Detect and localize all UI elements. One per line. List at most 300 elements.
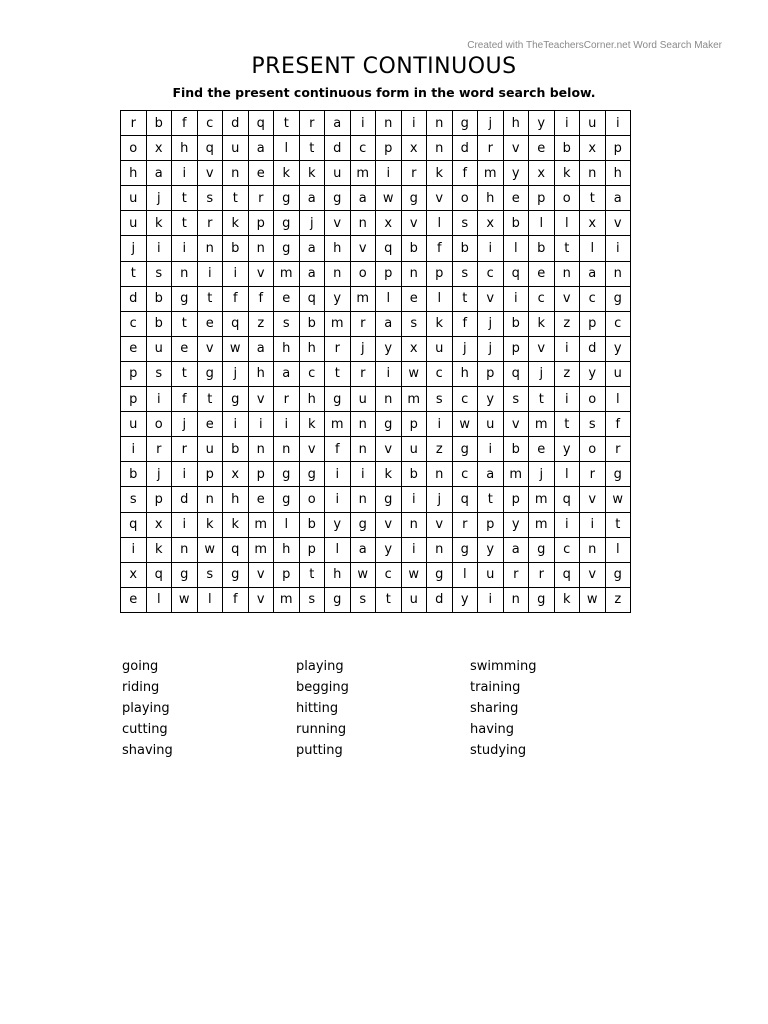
grid-cell: p	[376, 136, 402, 161]
grid-cell: t	[197, 286, 223, 311]
grid-cell: v	[248, 261, 274, 286]
grid-cell: e	[401, 286, 427, 311]
grid-cell: g	[376, 487, 402, 512]
grid-cell: u	[580, 111, 606, 136]
grid-cell: r	[478, 136, 504, 161]
grid-cell: r	[452, 512, 478, 537]
instructions: Find the present continuous form in the word search below.	[172, 85, 596, 100]
grid-cell: k	[223, 211, 249, 236]
grid-cell: l	[605, 537, 631, 562]
grid-row	[121, 111, 631, 136]
grid-row	[121, 286, 631, 311]
grid-cell: i	[121, 537, 147, 562]
grid-cell: q	[554, 562, 580, 587]
grid-cell: c	[529, 286, 555, 311]
grid-cell: t	[197, 387, 223, 412]
grid-cell: r	[580, 462, 606, 487]
grid-cell: k	[554, 587, 580, 612]
grid-cell: p	[274, 562, 300, 587]
grid-cell: j	[478, 111, 504, 136]
grid-cell: s	[146, 361, 172, 386]
grid-cell: c	[580, 286, 606, 311]
grid-cell: b	[146, 286, 172, 311]
word-list-item: going	[122, 659, 159, 674]
grid-cell: x	[146, 136, 172, 161]
grid-cell: i	[427, 412, 453, 437]
grid-cell: k	[299, 161, 325, 186]
grid-cell: i	[401, 537, 427, 562]
grid-cell: z	[605, 587, 631, 612]
grid-cell: z	[554, 311, 580, 336]
grid-cell: r	[197, 211, 223, 236]
grid-cell: r	[350, 361, 376, 386]
grid-cell: l	[529, 211, 555, 236]
grid-cell: s	[452, 211, 478, 236]
grid-cell: b	[503, 437, 529, 462]
grid-cell: j	[172, 412, 198, 437]
grid-cell: n	[274, 437, 300, 462]
grid-cell: p	[503, 336, 529, 361]
grid-cell: n	[172, 537, 198, 562]
grid-cell: g	[452, 437, 478, 462]
grid-cell: q	[376, 236, 402, 261]
grid-cell: i	[376, 161, 402, 186]
grid-cell: s	[503, 387, 529, 412]
grid-cell: k	[376, 462, 402, 487]
grid-cell: k	[299, 412, 325, 437]
word-list-item: playing	[122, 701, 170, 716]
word-list-item: hitting	[296, 701, 339, 716]
grid-cell: g	[350, 512, 376, 537]
grid-cell: a	[350, 186, 376, 211]
grid-cell: y	[478, 537, 504, 562]
grid-cell: k	[529, 311, 555, 336]
grid-cell: v	[580, 487, 606, 512]
grid-cell: l	[503, 236, 529, 261]
grid-cell: i	[172, 161, 198, 186]
grid-cell: t	[172, 211, 198, 236]
grid-cell: n	[223, 161, 249, 186]
grid-cell: e	[248, 487, 274, 512]
grid-cell: c	[299, 361, 325, 386]
grid-cell: q	[121, 512, 147, 537]
grid-cell: t	[172, 311, 198, 336]
grid-cell: v	[299, 437, 325, 462]
grid-cell: j	[299, 211, 325, 236]
grid-row	[121, 261, 631, 286]
grid-cell: i	[554, 512, 580, 537]
grid-cell: b	[452, 236, 478, 261]
grid-cell: n	[427, 462, 453, 487]
grid-cell: l	[605, 387, 631, 412]
grid-cell: g	[274, 211, 300, 236]
grid-cell: w	[172, 587, 198, 612]
grid-cell: t	[274, 111, 300, 136]
grid-cell: x	[580, 211, 606, 236]
grid-cell: b	[503, 211, 529, 236]
grid-cell: i	[554, 111, 580, 136]
grid-cell: s	[146, 261, 172, 286]
grid-cell: f	[223, 286, 249, 311]
grid-cell: p	[299, 537, 325, 562]
grid-cell: r	[274, 387, 300, 412]
grid-cell: r	[121, 111, 147, 136]
grid-cell: g	[452, 537, 478, 562]
grid-cell: k	[223, 512, 249, 537]
grid-cell: t	[580, 186, 606, 211]
grid-cell: l	[554, 462, 580, 487]
grid-cell: i	[580, 512, 606, 537]
grid-cell: b	[401, 462, 427, 487]
grid-cell: s	[299, 587, 325, 612]
grid-cell: p	[248, 462, 274, 487]
grid-cell: v	[401, 211, 427, 236]
grid-cell: l	[274, 136, 300, 161]
word-list-item: putting	[296, 743, 343, 758]
grid-cell: w	[350, 562, 376, 587]
grid-cell: a	[350, 537, 376, 562]
grid-cell: p	[529, 186, 555, 211]
grid-cell: j	[529, 361, 555, 386]
grid-cell: k	[554, 161, 580, 186]
grid-cell: a	[248, 136, 274, 161]
grid-cell: u	[427, 336, 453, 361]
grid-cell: n	[350, 487, 376, 512]
grid-cell: z	[427, 437, 453, 462]
grid-cell: h	[325, 236, 351, 261]
grid-cell: e	[248, 161, 274, 186]
grid-cell: q	[146, 562, 172, 587]
grid-cell: u	[121, 211, 147, 236]
grid-cell: n	[605, 261, 631, 286]
grid-cell: z	[248, 311, 274, 336]
grid-cell: e	[503, 186, 529, 211]
grid-cell: f	[427, 236, 453, 261]
grid-cell: j	[223, 361, 249, 386]
grid-cell: u	[401, 437, 427, 462]
grid-cell: h	[299, 336, 325, 361]
grid-cell: f	[172, 387, 198, 412]
grid-cell: g	[274, 462, 300, 487]
grid-cell: c	[427, 361, 453, 386]
grid-cell: u	[478, 412, 504, 437]
word-list-item: running	[296, 722, 347, 737]
grid-cell: p	[503, 487, 529, 512]
grid-cell: i	[248, 412, 274, 437]
grid-cell: s	[401, 311, 427, 336]
grid-cell: u	[605, 361, 631, 386]
grid-cell: v	[427, 512, 453, 537]
grid-cell: g	[427, 562, 453, 587]
grid-cell: j	[427, 487, 453, 512]
grid-cell: x	[401, 136, 427, 161]
word-list-item: riding	[122, 680, 160, 695]
grid-cell: l	[580, 236, 606, 261]
grid-cell: t	[299, 562, 325, 587]
grid-cell: n	[427, 537, 453, 562]
grid-cell: v	[554, 286, 580, 311]
grid-cell: i	[172, 236, 198, 261]
grid-cell: h	[274, 336, 300, 361]
grid-cell: p	[248, 211, 274, 236]
grid-cell: p	[427, 261, 453, 286]
grid-cell: y	[325, 512, 351, 537]
grid-cell: b	[121, 462, 147, 487]
grid-row	[121, 186, 631, 211]
grid-cell: m	[350, 286, 376, 311]
grid-cell: c	[554, 537, 580, 562]
grid-cell: d	[121, 286, 147, 311]
grid-cell: r	[248, 186, 274, 211]
grid-cell: o	[452, 186, 478, 211]
grid-cell: r	[325, 336, 351, 361]
grid-row	[121, 387, 631, 412]
grid-cell: h	[223, 487, 249, 512]
grid-cell: a	[503, 537, 529, 562]
grid-cell: w	[401, 361, 427, 386]
grid-cell: i	[325, 462, 351, 487]
grid-cell: u	[401, 587, 427, 612]
grid-cell: q	[223, 311, 249, 336]
grid-cell: b	[554, 136, 580, 161]
grid-cell: i	[503, 286, 529, 311]
grid-cell: m	[529, 512, 555, 537]
grid-cell: u	[146, 336, 172, 361]
grid-cell: f	[452, 311, 478, 336]
grid-cell: s	[350, 587, 376, 612]
grid-cell: n	[350, 412, 376, 437]
grid-row	[121, 412, 631, 437]
grid-cell: v	[427, 186, 453, 211]
grid-cell: h	[503, 111, 529, 136]
grid-cell: s	[197, 186, 223, 211]
grid-cell: f	[223, 587, 249, 612]
grid-cell: a	[248, 336, 274, 361]
grid-cell: g	[325, 387, 351, 412]
grid-cell: i	[172, 462, 198, 487]
grid-cell: g	[274, 487, 300, 512]
grid-cell: y	[503, 512, 529, 537]
grid-cell: b	[146, 111, 172, 136]
grid-cell: f	[325, 437, 351, 462]
grid-cell: i	[223, 412, 249, 437]
grid-cell: d	[452, 136, 478, 161]
grid-cell: o	[554, 186, 580, 211]
grid-cell: h	[248, 361, 274, 386]
word-list-item: cutting	[122, 722, 168, 737]
grid-cell: d	[172, 487, 198, 512]
grid-row	[121, 437, 631, 462]
grid-cell: m	[248, 537, 274, 562]
grid-cell: n	[427, 111, 453, 136]
grid-cell: g	[325, 587, 351, 612]
grid-cell: t	[605, 512, 631, 537]
grid-cell: j	[529, 462, 555, 487]
grid-cell: u	[350, 387, 376, 412]
grid-cell: k	[427, 161, 453, 186]
grid-cell: w	[376, 186, 402, 211]
grid-cell: e	[529, 261, 555, 286]
grid-cell: f	[605, 412, 631, 437]
word-list-item: swimming	[470, 659, 537, 674]
grid-cell: c	[350, 136, 376, 161]
grid-cell: t	[478, 487, 504, 512]
grid-cell: i	[172, 512, 198, 537]
grid-row	[121, 236, 631, 261]
grid-cell: o	[299, 487, 325, 512]
grid-cell: e	[121, 336, 147, 361]
grid-cell: p	[580, 311, 606, 336]
grid-cell: m	[350, 161, 376, 186]
grid-cell: n	[503, 587, 529, 612]
grid-row	[121, 537, 631, 562]
grid-cell: q	[452, 487, 478, 512]
grid-cell: x	[401, 336, 427, 361]
grid-cell: p	[605, 136, 631, 161]
word-search-grid	[120, 110, 631, 613]
grid-cell: l	[274, 512, 300, 537]
grid-cell: v	[325, 211, 351, 236]
grid-cell: r	[172, 437, 198, 462]
grid-cell: v	[197, 161, 223, 186]
grid-cell: a	[274, 361, 300, 386]
grid-row	[121, 462, 631, 487]
grid-cell: h	[605, 161, 631, 186]
grid-cell: e	[197, 311, 223, 336]
grid-cell: k	[146, 211, 172, 236]
grid-row	[121, 136, 631, 161]
grid-cell: i	[376, 361, 402, 386]
grid-cell: i	[401, 487, 427, 512]
grid-cell: r	[299, 111, 325, 136]
grid-cell: y	[529, 111, 555, 136]
grid-cell: a	[299, 186, 325, 211]
grid-cell: v	[248, 562, 274, 587]
grid-cell: v	[478, 286, 504, 311]
grid-cell: h	[325, 562, 351, 587]
grid-cell: n	[580, 537, 606, 562]
grid-cell: l	[376, 286, 402, 311]
grid-cell: l	[427, 211, 453, 236]
grid-cell: g	[376, 412, 402, 437]
grid-cell: n	[350, 437, 376, 462]
grid-cell: q	[503, 361, 529, 386]
grid-cell: t	[325, 361, 351, 386]
grid-cell: o	[580, 387, 606, 412]
grid-row	[121, 161, 631, 186]
grid-cell: l	[197, 587, 223, 612]
grid-cell: g	[605, 462, 631, 487]
grid-cell: n	[325, 261, 351, 286]
grid-cell: c	[376, 562, 402, 587]
grid-cell: a	[580, 261, 606, 286]
word-list-item: sharing	[470, 701, 519, 716]
grid-cell: r	[401, 161, 427, 186]
grid-cell: h	[121, 161, 147, 186]
grid-cell: j	[121, 236, 147, 261]
grid-cell: a	[478, 462, 504, 487]
grid-cell: m	[325, 412, 351, 437]
grid-cell: a	[299, 236, 325, 261]
grid-cell: i	[554, 336, 580, 361]
grid-cell: r	[605, 437, 631, 462]
grid-cell: o	[121, 136, 147, 161]
grid-cell: b	[223, 236, 249, 261]
grid-cell: m	[478, 161, 504, 186]
grid-cell: a	[299, 261, 325, 286]
grid-cell: w	[580, 587, 606, 612]
grid-cell: t	[121, 261, 147, 286]
grid-cell: c	[121, 311, 147, 336]
grid-cell: v	[350, 236, 376, 261]
grid-cell: v	[376, 512, 402, 537]
grid-row	[121, 587, 631, 612]
grid-cell: i	[350, 111, 376, 136]
grid-cell: b	[529, 236, 555, 261]
grid-cell: i	[478, 236, 504, 261]
grid-cell: g	[172, 286, 198, 311]
grid-cell: a	[325, 111, 351, 136]
grid-cell: s	[452, 261, 478, 286]
grid-cell: q	[223, 537, 249, 562]
grid-cell: l	[427, 286, 453, 311]
grid-cell: p	[478, 361, 504, 386]
grid-row	[121, 562, 631, 587]
word-list-item: playing	[296, 659, 344, 674]
grid-cell: n	[197, 487, 223, 512]
grid-cell: d	[580, 336, 606, 361]
grid-cell: m	[529, 487, 555, 512]
grid-cell: m	[274, 261, 300, 286]
grid-cell: p	[121, 361, 147, 386]
grid-cell: b	[223, 437, 249, 462]
grid-cell: k	[427, 311, 453, 336]
grid-row	[121, 336, 631, 361]
grid-cell: e	[529, 437, 555, 462]
grid-cell: m	[529, 412, 555, 437]
grid-cell: v	[248, 387, 274, 412]
grid-cell: i	[146, 387, 172, 412]
word-list-item: begging	[296, 680, 349, 695]
grid-cell: o	[350, 261, 376, 286]
grid-row	[121, 361, 631, 386]
grid-cell: i	[146, 236, 172, 261]
grid-cell: g	[274, 186, 300, 211]
grid-cell: q	[197, 136, 223, 161]
grid-cell: i	[121, 437, 147, 462]
grid-cell: m	[248, 512, 274, 537]
grid-cell: x	[223, 462, 249, 487]
grid-cell: t	[223, 186, 249, 211]
word-list-item: training	[470, 680, 521, 695]
grid-cell: h	[299, 387, 325, 412]
grid-cell: h	[274, 537, 300, 562]
grid-cell: e	[197, 412, 223, 437]
grid-cell: h	[478, 186, 504, 211]
grid-cell: j	[478, 311, 504, 336]
grid-cell: u	[121, 186, 147, 211]
grid-cell: s	[121, 487, 147, 512]
grid-cell: m	[503, 462, 529, 487]
grid-cell: c	[478, 261, 504, 286]
grid-cell: k	[146, 537, 172, 562]
grid-cell: y	[580, 361, 606, 386]
page-title: PRESENT CONTINUOUS	[251, 54, 517, 79]
grid-cell: g	[529, 587, 555, 612]
grid-cell: y	[376, 336, 402, 361]
grid-row	[121, 311, 631, 336]
word-list-item: shaving	[122, 743, 173, 758]
